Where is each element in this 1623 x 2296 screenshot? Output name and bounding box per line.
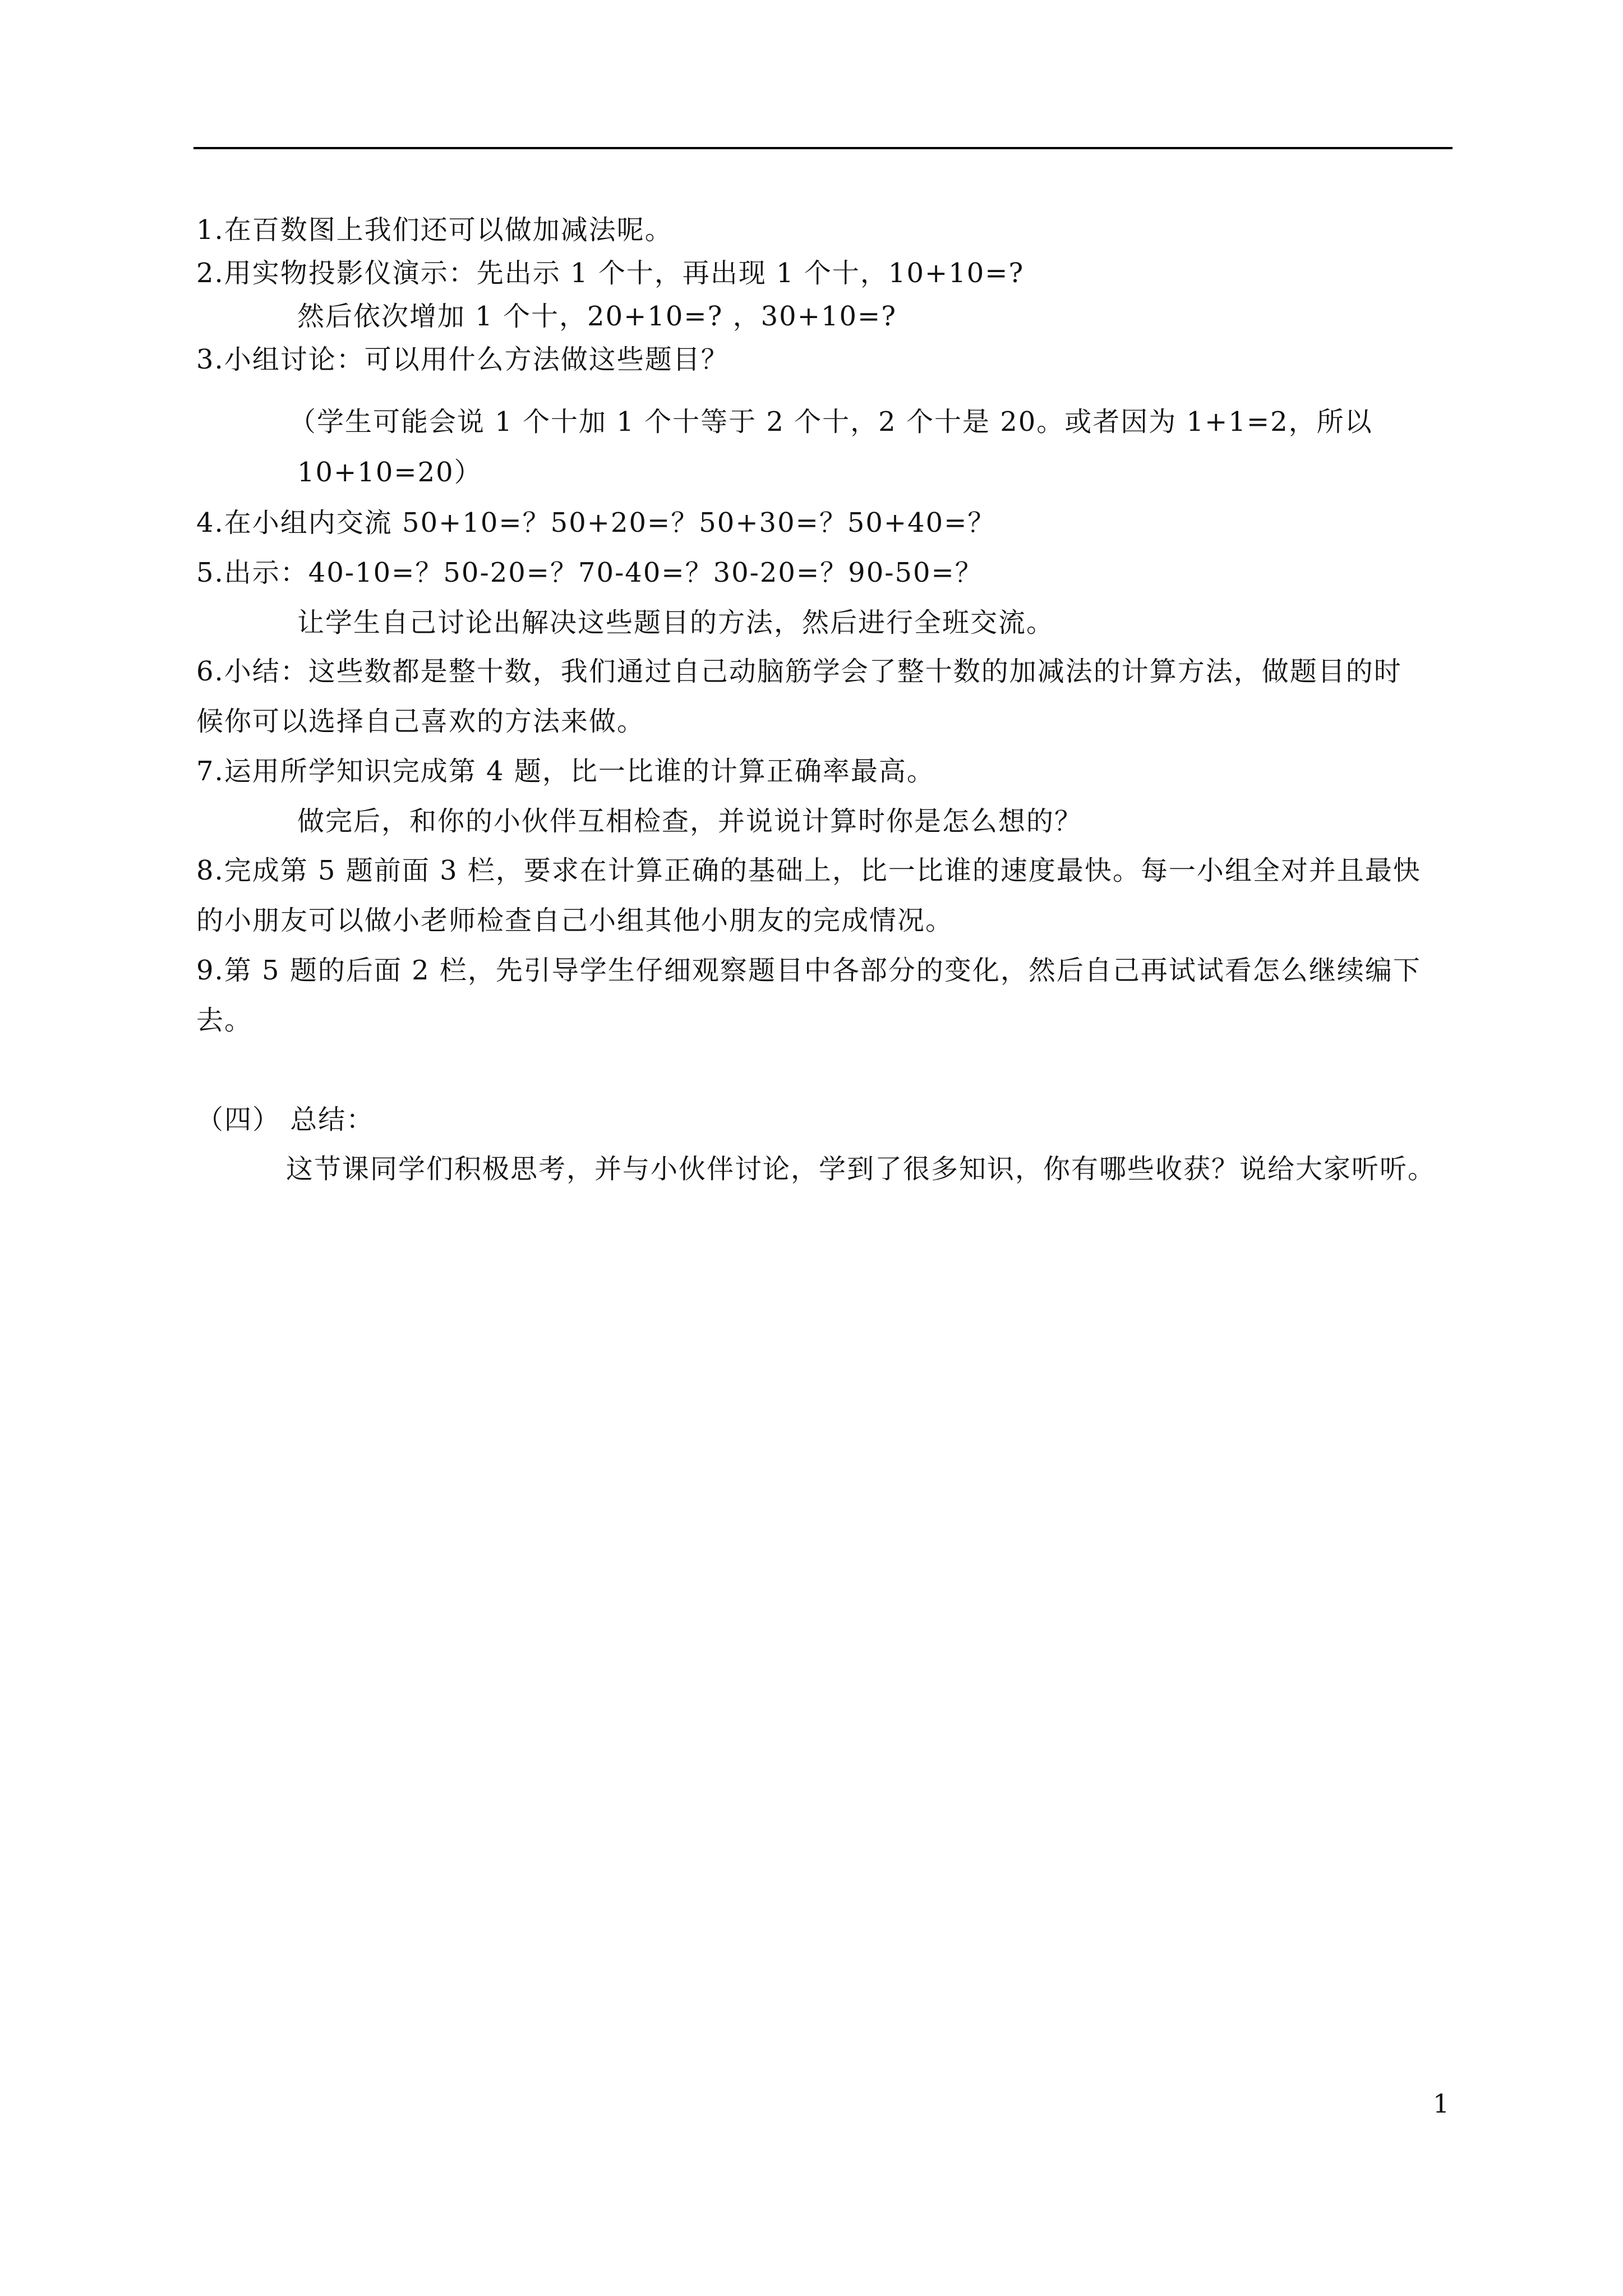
step-7-continuation: 做完后，和你的小伙伴互相检查，并说说计算时你是怎么想的？ [297, 806, 1083, 837]
header-rule [193, 147, 1453, 149]
step-8-line-2: 的小朋友可以做小老师检查自己小组其他小朋友的完成情况。 [196, 905, 954, 936]
step-6-line-1: 6.小结：这些数都是整十数，我们通过自己动脑筋学会了整十数的加减法的计算方法，做题目的时 [196, 656, 1402, 687]
step-2-line: 2.用实物投影仪演示：先出示 1 个十，再出现 1 个十，10+10=? [196, 257, 1025, 289]
step-8-line-1: 8.完成第 5 题前面 3 栏，要求在计算正确的基础上，比一比谁的速度最快。每一小组全对并且最快 [196, 855, 1421, 886]
step-5-line: 5.出示：40-10=？50-20=？70-40=？30-20=？90-50=？ [196, 557, 983, 588]
step-2-continuation: 然后依次增加 1 个十，20+10=? ，30+10=? [297, 301, 897, 332]
page-number: 1 [1433, 2088, 1450, 2119]
step-3-line: 3.小组讨论：可以用什么方法做这些题目？ [196, 344, 729, 375]
step-3-note-line-1: （学生可能会说 1 个十加 1 个十等于 2 个十，2 个十是 20。或者因为 1+1=2，所以 [289, 406, 1373, 438]
summary-heading: （四） 总结： [196, 1104, 375, 1135]
step-5-continuation: 让学生自己讨论出解决这些题目的方法，然后进行全班交流。 [297, 607, 1055, 638]
step-4-line: 4.在小组内交流 50+10=？50+20=？50+30=？50+40=？ [196, 507, 996, 539]
step-1-line: 1.在百数图上我们还可以做加减法呢。 [196, 214, 673, 246]
summary-text: 这节课同学们积极思考，并与小伙伴讨论，学到了很多知识，你有哪些收获？说给大家听听。 [286, 1153, 1436, 1185]
step-9-line-2: 去。 [196, 1005, 253, 1036]
step-7-line: 7.运用所学知识完成第 4 题，比一比谁的计算正确率最高。 [196, 756, 935, 787]
step-3-note-line-2: 10+10=20） [297, 457, 482, 488]
step-9-line-1: 9.第 5 题的后面 2 栏，先引导学生仔细观察题目中各部分的变化，然后自己再试试看怎么继续编下 [196, 955, 1421, 986]
step-6-line-2: 候你可以选择自己喜欢的方法来做。 [196, 706, 645, 737]
